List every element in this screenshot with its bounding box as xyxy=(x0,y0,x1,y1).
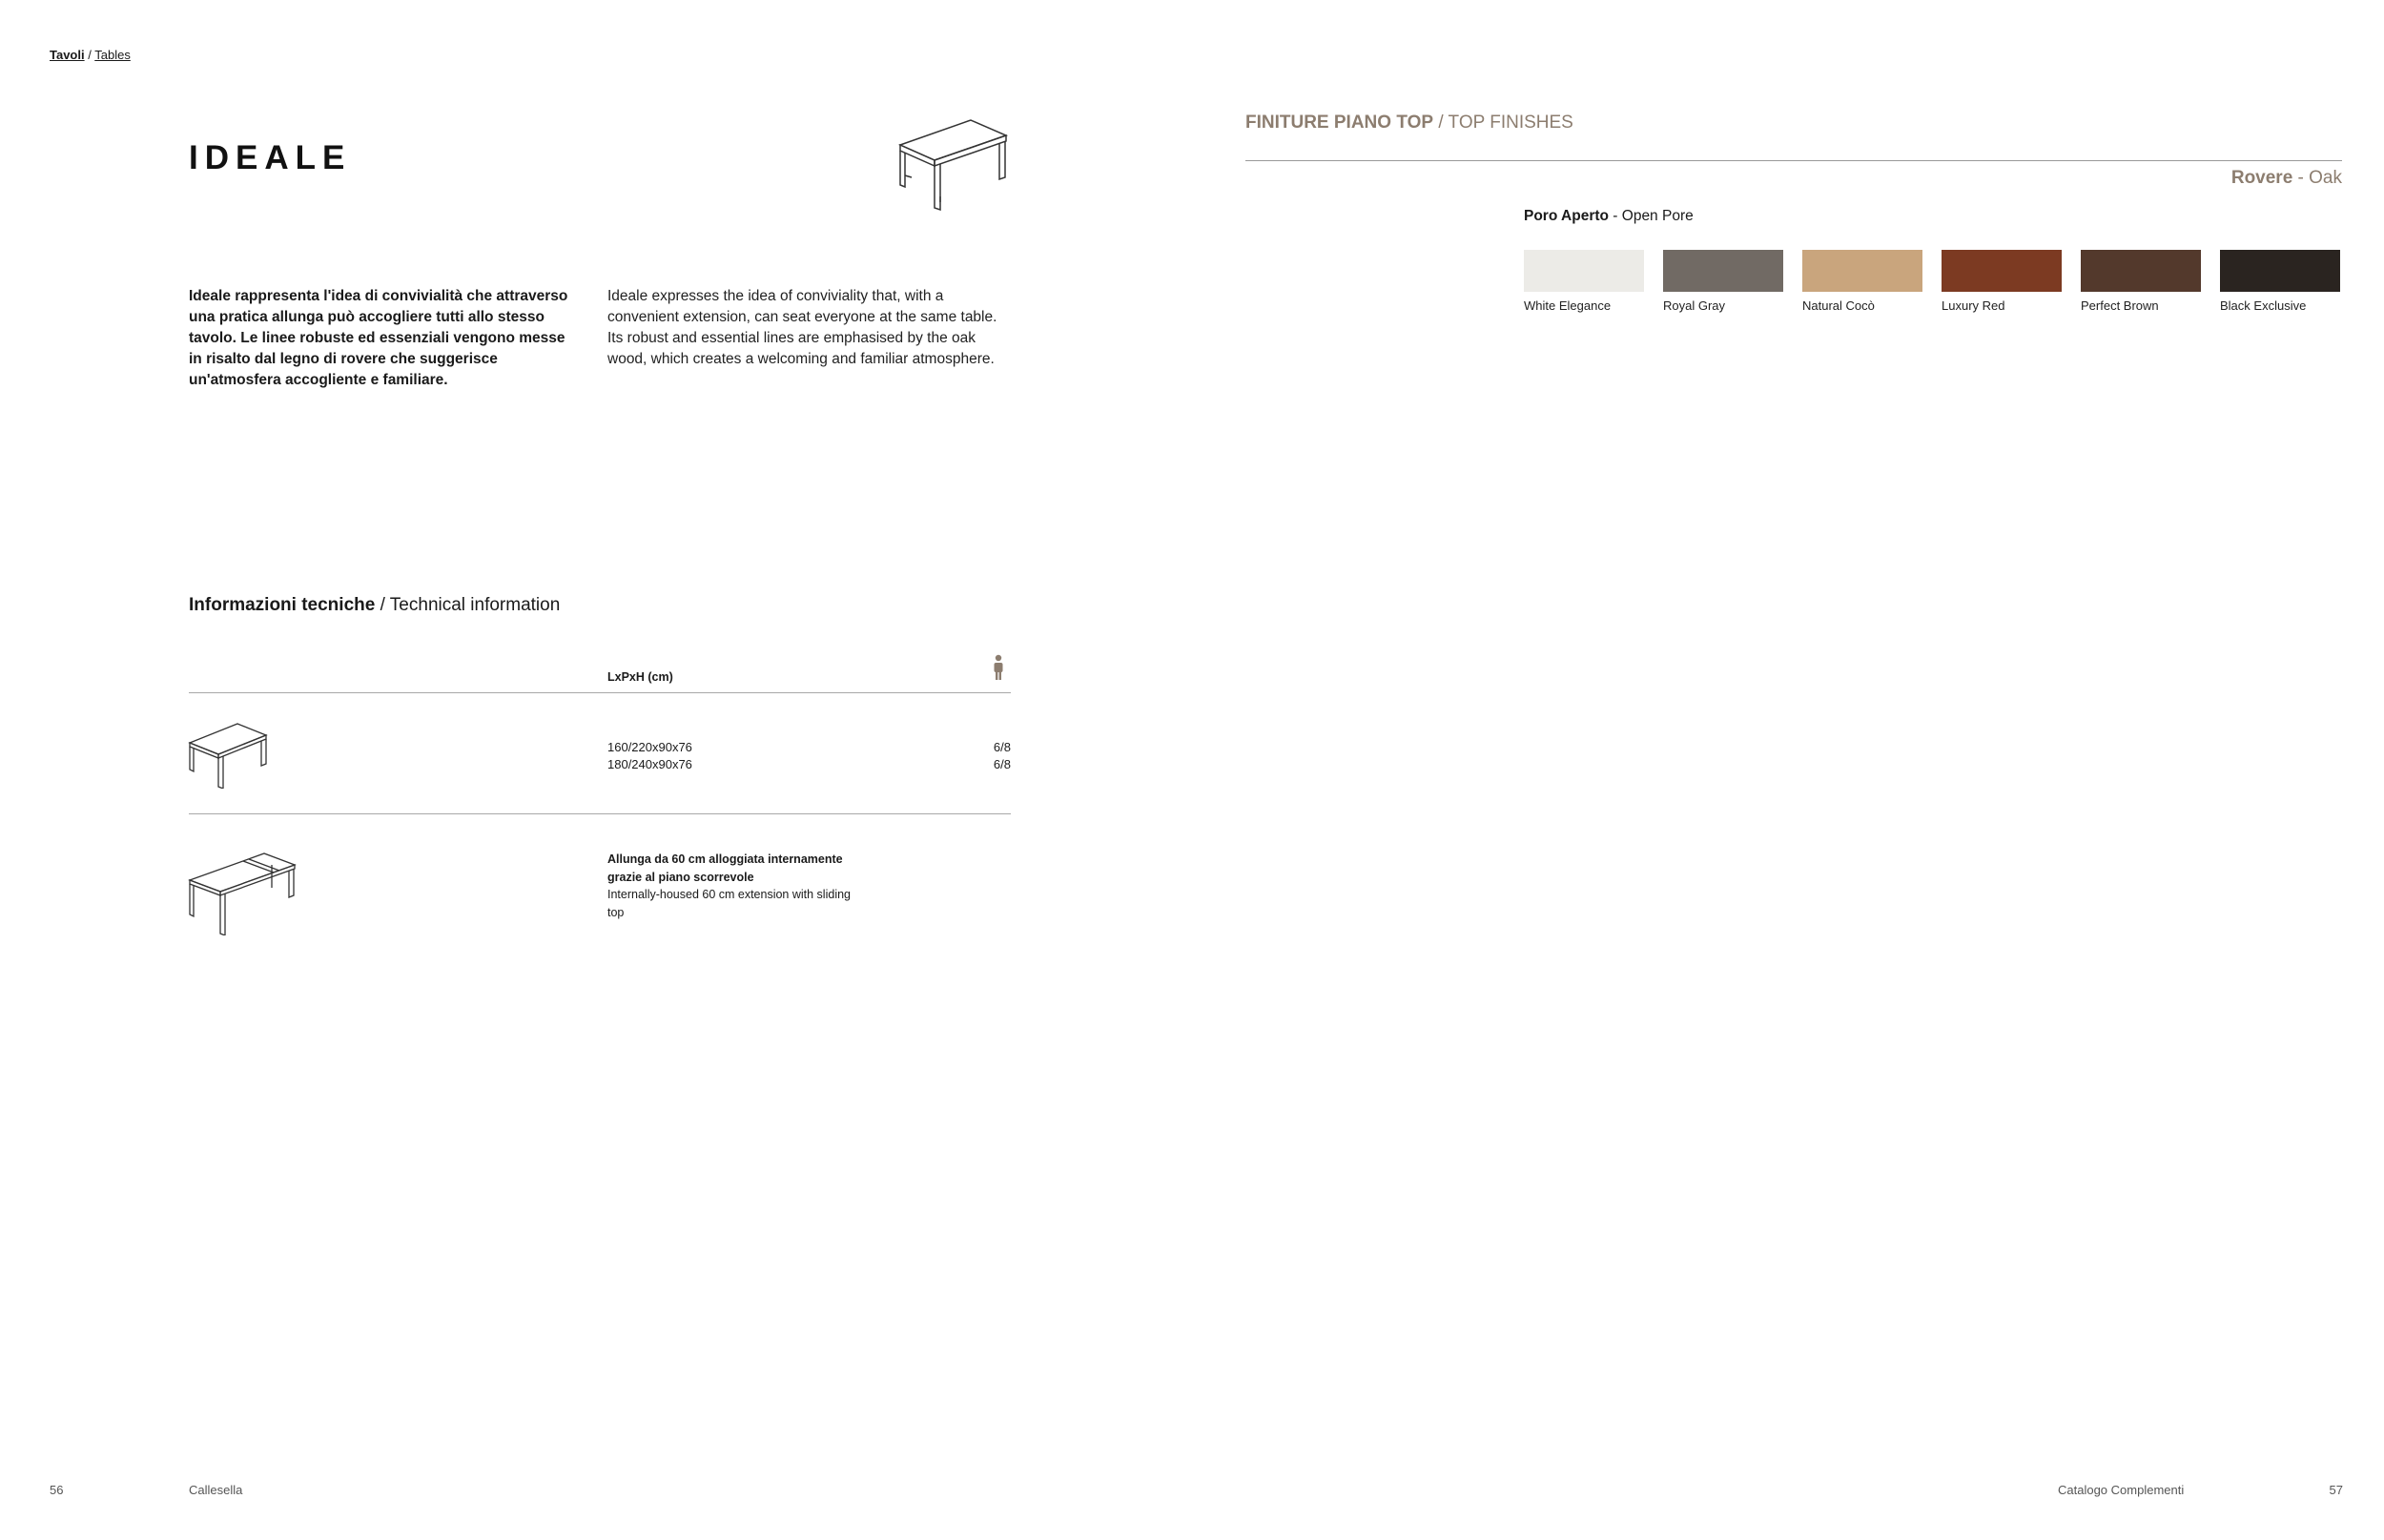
swatch-white-elegance xyxy=(1524,250,1644,292)
pore-type-it: Poro Aperto xyxy=(1524,208,1609,224)
breadcrumb-link-tables[interactable]: Tables xyxy=(94,48,131,62)
footer-catalog: Catalogo Complementi xyxy=(2058,1483,2185,1497)
wood-type-en: - Oak xyxy=(2297,168,2342,188)
swatch-perfect-brown xyxy=(2081,250,2201,292)
seats-1: 6/8 xyxy=(993,740,1011,754)
swatch-label-white-elegance: White Elegance xyxy=(1524,298,1612,313)
dimension-header: LxPxH (cm) xyxy=(607,670,673,684)
page-number-left: 56 xyxy=(50,1483,64,1497)
table-icon xyxy=(896,116,1011,218)
swatch-label-black-exclusive: Black Exclusive xyxy=(2220,298,2307,313)
size-dimensions-1: 160/220x90x76 xyxy=(607,740,692,754)
extended-table-icon xyxy=(188,852,297,940)
finishes-rule xyxy=(1245,160,2342,161)
swatch-label-luxury-red: Luxury Red xyxy=(1942,298,2005,313)
wood-type xyxy=(2231,168,2342,189)
row-divider xyxy=(189,813,1011,814)
finishes-title-it: FINITURE PIANO TOP xyxy=(1245,113,1434,133)
size-dimensions-2: 180/240x90x76 xyxy=(607,757,692,771)
seats-2: 6/8 xyxy=(993,757,1011,771)
finishes-title-en: / TOP FINISHES xyxy=(1438,113,1573,133)
breadcrumb-link-tavoli[interactable]: Tavoli xyxy=(50,48,85,62)
table-header-rule xyxy=(189,692,1011,693)
swatch-luxury-red xyxy=(1942,250,2062,292)
swatch-black-exclusive xyxy=(2220,250,2340,292)
page-number-right: 57 xyxy=(2329,1483,2343,1497)
size-list xyxy=(607,739,692,773)
extension-note-italian: Allunga da 60 cm alloggiata internamente grazie al piano scorrevole xyxy=(607,852,843,884)
seats-list xyxy=(954,739,1011,773)
wood-type-it: Rovere xyxy=(2230,168,2293,188)
pore-type-en: - Open Pore xyxy=(1613,208,1694,224)
footer-brand: Callesella xyxy=(189,1483,243,1497)
extension-note-english: Internally-housed 60 cm extension with sliding top xyxy=(607,888,851,919)
table-small-icon xyxy=(188,722,268,793)
description-english: Ideale expresses the idea of conviviality that, with a convenient extension, can seat everyone at the same table. Its robust and essential lines are emphasised by the oak wood, which creates a welcoming and familiar atmosphere. xyxy=(607,288,997,367)
swatch-natural-coco xyxy=(1802,250,1922,292)
swatch-label-perfect-brown: Perfect Brown xyxy=(2081,298,2159,313)
technical-info-title-it: Informazioni tecniche xyxy=(189,595,376,615)
swatch-royal-gray xyxy=(1663,250,1783,292)
product-title: IDEALE xyxy=(189,139,352,176)
person-icon xyxy=(993,654,1004,686)
pore-type xyxy=(1524,208,1694,225)
breadcrumb-separator: / xyxy=(88,48,92,62)
swatch-label-natural-coco: Natural Cocò xyxy=(1802,298,1875,313)
technical-info-title xyxy=(189,595,560,616)
technical-info-title-en: / Technical information xyxy=(380,595,561,615)
breadcrumb xyxy=(50,48,131,62)
swatch-label-royal-gray: Royal Gray xyxy=(1663,298,1726,313)
description-italian: Ideale rappresenta l'idea di convivialità che attraverso una pratica allunga può accogliere tutti allo stesso tavolo. Le linee robuste ed essenziali vengono messe in risalto dal legno di rovere che suggerisce un'atmosfera accogliente e familiare. xyxy=(189,288,568,388)
finishes-title xyxy=(1245,113,1573,133)
